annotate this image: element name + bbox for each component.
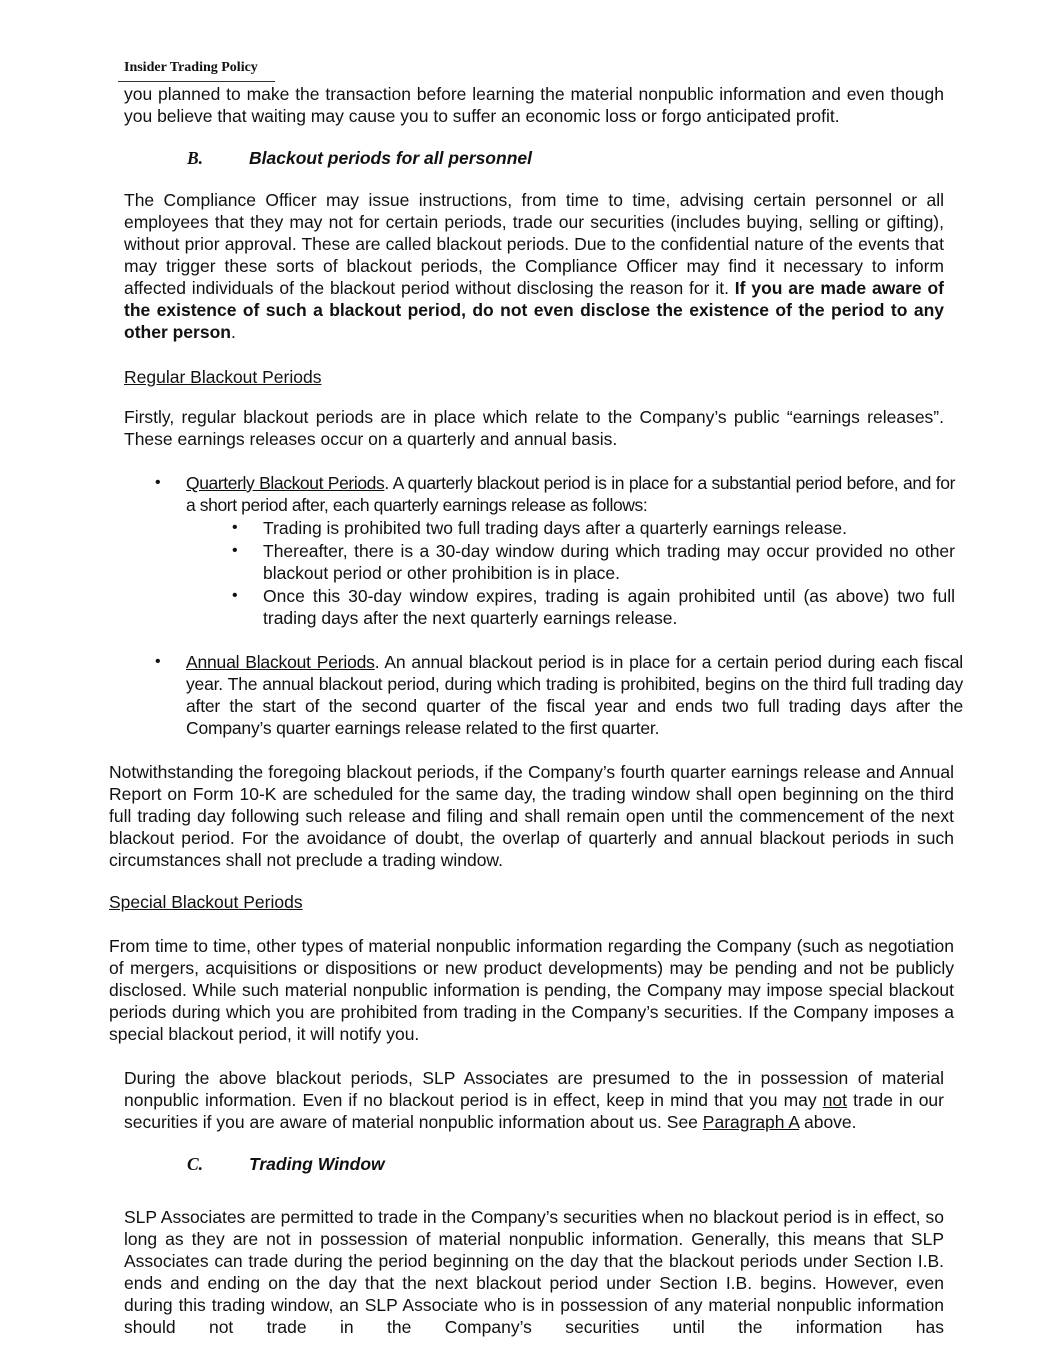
section-title: Blackout periods for all personnel <box>249 148 532 168</box>
text: Once this 30-day window expires, trading is again prohibited until (as above) two full trading days after the next quarterly earnings release. <box>263 586 955 628</box>
bullet-text <box>186 472 955 516</box>
sub-bullet <box>232 540 955 584</box>
bold-text: If you are made aware of the existence of such a blackout period, do not even disclose the existence of the period to any other person <box>124 278 944 342</box>
bullet-title: Quarterly Blackout Periods <box>186 473 385 493</box>
paragraph: Firstly, regular blackout periods are in place which relate to the Company’s public “earnings releases”. These earnings releases occur on a quarterly and annual basis. <box>124 407 944 449</box>
sub-bullet <box>232 585 955 629</box>
paragraph-reference-link[interactable]: Paragraph A <box>702 1112 800 1132</box>
text: . A quarterly blackout period is in place for a substantial period before, and for a short period after, each quarterly earnings release as follows: <box>186 473 956 515</box>
sub-bullet <box>232 517 955 539</box>
paragraph: SLP Associates are permitted to trade in the Company’s securities when no blackout period is in effect, so long as they are not in possession of material nonpublic information. Generally, this means that SLP Associates can trade during the period beginning on the day that the blackout periods under Section I.B. ends and ending on the day that the next blackout period under Section I.B. begins. However, even during this trading window, an SLP Associate who is in possession of any material nonpublic information should not trade in the Company’s securities until the information has <box>124 1207 944 1337</box>
bullet-icon: • <box>232 519 238 536</box>
paragraph <box>124 1067 944 1133</box>
bullet-text <box>186 651 963 739</box>
bullet-title: Annual Blackout Periods <box>186 652 375 672</box>
text: During the above blackout periods, SLP Associates are presumed to the in possession of material nonpublic information. Even if no blackout period is in effect, keep in mind that you may <box>124 1068 944 1110</box>
bullet-item <box>155 472 955 516</box>
header-rule <box>118 81 275 82</box>
bullet-icon: • <box>155 474 161 491</box>
bullet-icon: • <box>232 542 238 559</box>
text: Trading is prohibited two full trading days after a quarterly earnings release. <box>263 518 847 538</box>
paragraph <box>124 189 944 343</box>
section-number: B. <box>187 148 204 168</box>
text: The Compliance Officer may issue instructions, from time to time, advising certain personnel or all employees that they may not for certain periods, trade our securities (includes buying, selling or gifting), without prior approval. These are called blackout periods. Due to the confidential nature of the events that may trigger these sorts of blackout periods, the Compliance Officer may find it necessary to inform affected individuals of the blackout period without disclosing the reason for it. <box>124 190 944 298</box>
paragraph: you planned to make the transaction before learning the material nonpublic information and even though you believe that waiting may cause you to suffer an economic loss or forgo anticipated profit. <box>124 84 944 126</box>
text: above. <box>799 1112 857 1132</box>
subheading-text: Special Blackout Periods <box>109 892 303 912</box>
text: . <box>230 322 236 342</box>
subheading <box>124 366 944 388</box>
bullet-item <box>155 651 963 739</box>
bullet-icon: • <box>155 653 161 670</box>
subheading-text: Regular Blackout Periods <box>124 367 322 387</box>
text: Thereafter, there is a 30-day window during which trading may occur provided no other blackout period or other prohibition is in place. <box>263 541 955 583</box>
text: . An annual blackout period is in place for a certain period during each fiscal year. The annual blackout period, during which trading is prohibited, begins on the third full trading day after the start of the second quarter of the fiscal year and ends two full trading days after the Company’s quarter earnings release related to the first quarter. <box>186 652 963 738</box>
section-number: C. <box>187 1154 204 1174</box>
paragraph: From time to time, other types of material nonpublic information regarding the Company (such as negotiation of mergers, acquisitions or dispositions or new product developments) may be pending and not be publicly disclosed. While such material nonpublic information is pending, the Company may impose special blackout periods during which you are prohibited from trading in the Company’s securities. If the Company imposes a special blackout period, it will notify you. <box>109 936 954 1044</box>
bullet-icon: • <box>232 587 238 604</box>
subheading <box>109 891 954 913</box>
emphasis: not <box>822 1090 848 1110</box>
text: trade in our securities if you are aware of material nonpublic information about us. See <box>124 1090 944 1132</box>
paragraph: Notwithstanding the foregoing blackout periods, if the Company’s fourth quarter earnings release and Annual Report on Form 10-K are scheduled for the same day, the trading window shall open beginning on the third full trading day following such release and filing and shall remain open until the commencement of the next blackout period. For the avoidance of doubt, the overlap of quarterly and annual blackout periods in such circumstances shall not preclude a trading window. <box>109 762 954 870</box>
section-title: Trading Window <box>249 1154 385 1174</box>
running-header: Insider Trading Policy <box>124 60 258 75</box>
